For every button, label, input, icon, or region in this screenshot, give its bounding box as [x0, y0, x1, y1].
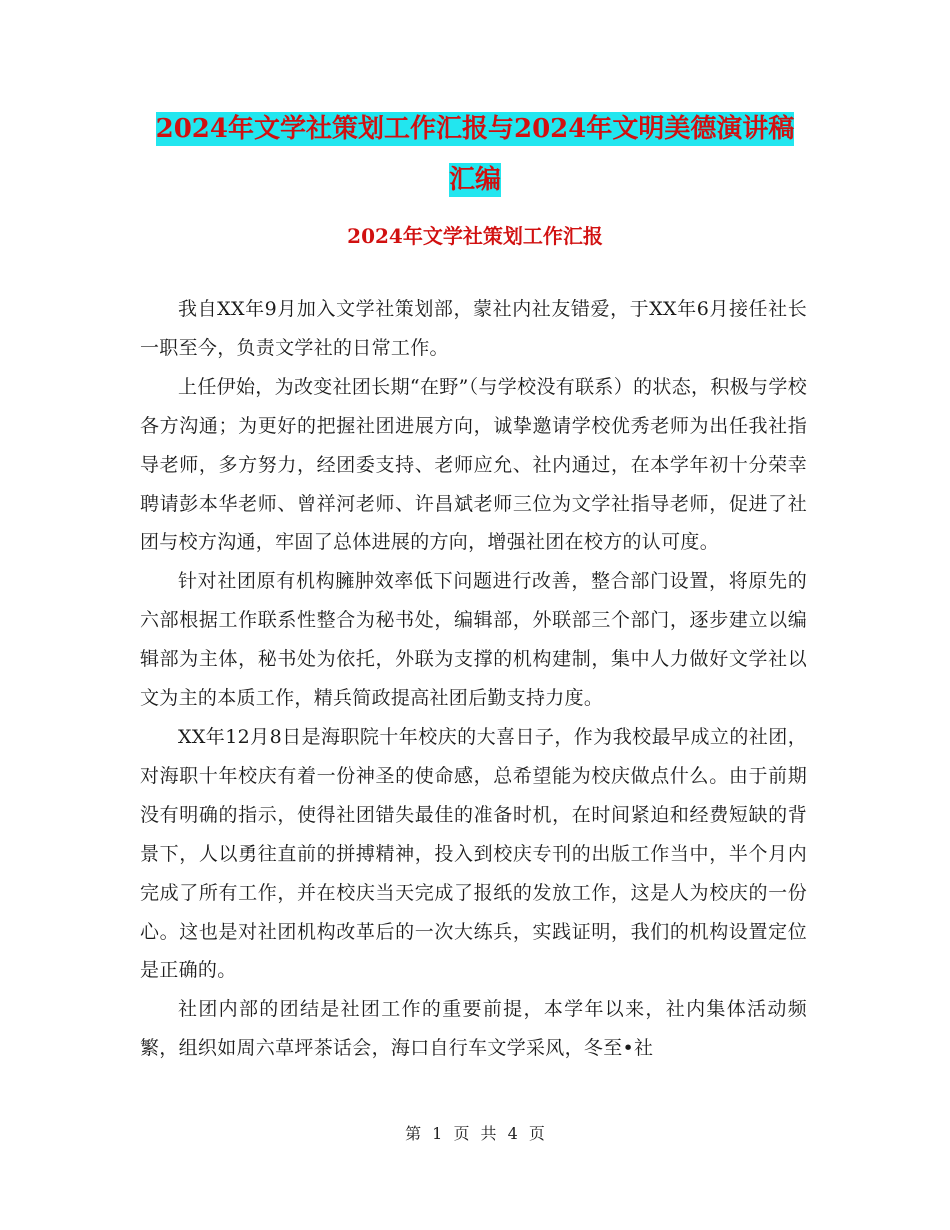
page-number-footer: 第 1 页 共 4 页	[405, 1124, 545, 1143]
paragraph: XX年12月8日是海职院十年校庆的大喜日子，作为我校最早成立的社团，对海职十年校庆有着一份神圣的使命感，总希望能为校庆做点什么。由于前期没有明确的指示，使得社团错失最佳的准备时机，在时间紧迫和经费短缺的背景下，人以勇往直前的拼搏精神，投入到校庆专刊的出版工作当中，半个月内完成了所有工作，并在校庆当天完成了报纸的发放工作，这是人为校庆的一份心。这也是对社团机构改革后的一次大练兵，实践证明，我们的机构设置定位是正确的。	[140, 725, 807, 982]
paragraph: 针对社团原有机构臃肿效率低下问题进行改善，整合部门设置，将原先的六部根据工作联系性整合为秘书处，编辑部，外联部三个部门，逐步建立以编辑部为主体，秘书处为依托，外联为支撑的机构建制，集中人力做好文学社以文为主的本质工作，精兵简政提高社团后勤支持力度。	[140, 570, 807, 710]
document-title-line-1: 2024年文学社策划工作汇报与2024年文明美德演讲稿	[155, 114, 795, 144]
document-title-line-2: 汇编	[448, 165, 501, 195]
paragraph: 上任伊始，为改变社团长期“在野”（与学校没有联系）的状态，积极与学校各方沟通；为更好的把握社团进展方向，诚挚邀请学校优秀老师为出任我社指导老师，多方努力，经团委支持、老师应允、社内通过，在本学年初十分荣幸聘请彭本华老师、曾祥河老师、许昌斌老师三位为文学社指导老师，促进了社团与校方沟通，牢固了总体进展的方向，增强社团在校方的认可度。	[140, 375, 807, 554]
paragraph: 我自XX年9月加入文学社策划部，蒙社内社友错爱，于XX年6月接任社长一职至今，负责文学社的日常工作。	[140, 298, 807, 359]
paragraph: 社团内部的团结是社团工作的重要前提，本学年以来，社内集体活动频繁，组织如周六草坪茶话会，海口自行车文学采风，冬至•社	[140, 998, 807, 1060]
section-title: 2024年文学社策划工作汇报	[347, 224, 603, 248]
document-title	[140, 104, 810, 206]
document-body	[140, 290, 807, 1068]
